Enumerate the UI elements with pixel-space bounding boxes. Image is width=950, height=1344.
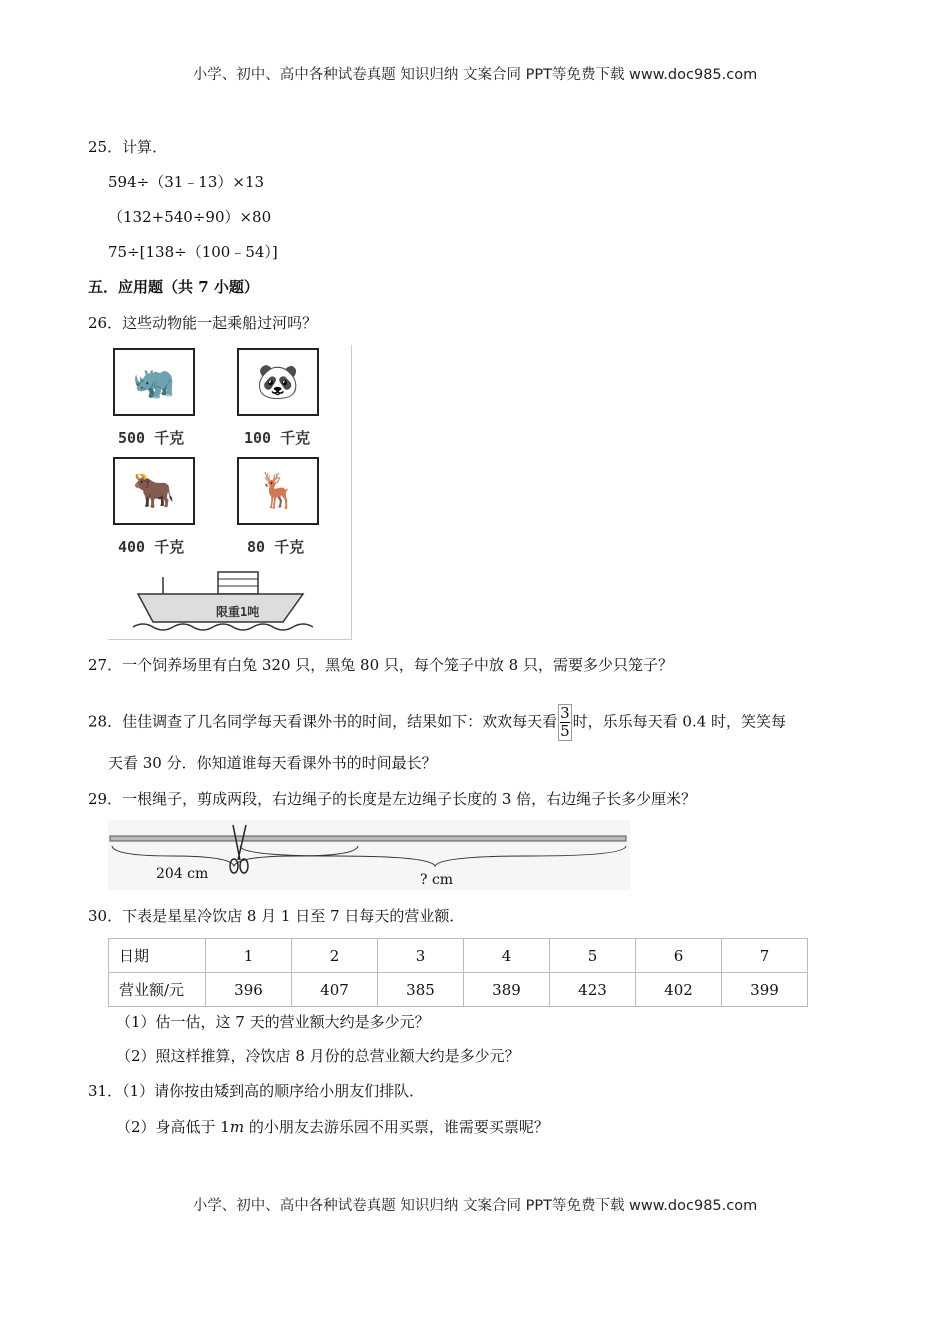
- q25-expr-3: 75÷[138÷（100﹣54）]: [108, 243, 278, 261]
- page-footer: 小学、初中、高中各种试卷真题 知识归纳 文案合同 PPT等免费下载 www.doc985.com: [192, 1198, 758, 1214]
- q30-title: 30．下表是星星冷饮店 8 月 1 日至 7 日每天的营业额．: [88, 907, 465, 925]
- fraction: [558, 704, 572, 741]
- q25-expr-2: （132+540÷90）×80: [108, 208, 272, 226]
- table-cell: 4: [464, 939, 550, 973]
- q29-title: 29．一根绳子，剪成两段，右边绳子的长度是左边绳子长度的 3 倍，右边绳子长多少厘米？: [88, 790, 697, 808]
- table-cell: 389: [464, 973, 550, 1007]
- table-cell: 407: [292, 973, 378, 1007]
- numerator: 3: [560, 704, 570, 722]
- q28-text: 时，乐乐每天看 0.4 时，笑笑每: [572, 712, 787, 731]
- animals-figure: [108, 345, 352, 640]
- rope-figure: [108, 820, 630, 890]
- deer-icon: 🦌: [237, 457, 319, 525]
- table-cell: 7: [722, 939, 808, 973]
- q28-line1: [88, 704, 786, 741]
- weight-label: 80 千克: [247, 538, 305, 556]
- weight-label: 400 千克: [118, 538, 185, 556]
- q25-title: 25．计算．: [88, 138, 168, 156]
- weight-label: 500 千克: [118, 429, 185, 447]
- table-cell: 399: [722, 973, 808, 1007]
- q26-title: 26．这些动物能一起乘船过河吗？: [88, 314, 318, 332]
- right-length-label: ? cm: [420, 872, 454, 888]
- q31-text: 的小朋友去游乐园不用买票，谁需要买票呢？: [244, 1118, 549, 1136]
- q31-sub2: [116, 1117, 549, 1137]
- q30-sub1: （1）估一估，这 7 天的营业额大约是多少元？: [116, 1013, 430, 1031]
- table-cell: 5: [550, 939, 636, 973]
- q28-line2: 天看 30 分．你知道谁每天看课外书的时间最长？: [108, 754, 437, 772]
- rhino-icon: 🦏: [113, 348, 195, 416]
- panda-icon: 🐼: [237, 348, 319, 416]
- ox-icon: 🐂: [113, 457, 195, 525]
- left-length-label: 204 cm: [156, 866, 209, 882]
- unit: m: [229, 1118, 245, 1136]
- table-cell: 1: [206, 939, 292, 973]
- q28-text: 28．佳佳调查了几名同学每天看课外书的时间，结果如下：欢欢每天看: [88, 712, 558, 731]
- q31-sub1: 31．（1）请你按由矮到高的顺序给小朋友们排队．: [88, 1082, 425, 1100]
- table-cell: 402: [636, 973, 722, 1007]
- page-header: 小学、初中、高中各种试卷真题 知识归纳 文案合同 PPT等免费下载 www.doc985.com: [192, 67, 758, 83]
- table-cell: 3: [378, 939, 464, 973]
- table-row: [109, 939, 808, 973]
- boat-icon: [133, 567, 313, 635]
- denominator: 5: [560, 722, 570, 740]
- q25-expr-1: 594÷（31﹣13）×13: [108, 173, 265, 191]
- q30-sub2: （2）照这样推算，冷饮店 8 月份的总营业额大约是多少元？: [116, 1047, 520, 1065]
- table-cell: 385: [378, 973, 464, 1007]
- q31-text: （2）身高低于 1: [116, 1118, 230, 1136]
- table-cell: 2: [292, 939, 378, 973]
- table-cell: 营业额/元: [109, 973, 206, 1007]
- boat-label: 限重1吨: [216, 605, 260, 619]
- table-cell: 日期: [109, 939, 206, 973]
- table-cell: 6: [636, 939, 722, 973]
- weight-label: 100 千克: [244, 429, 311, 447]
- table-row: [109, 973, 808, 1007]
- table-cell: 396: [206, 973, 292, 1007]
- q27: 27．一个饲养场里有白兔 320 只，黑兔 80 只，每个笼子中放 8 只，需要多少只笼子？: [88, 656, 673, 674]
- sales-table: [108, 938, 808, 1007]
- section-heading: 五．应用题（共 7 小题）: [88, 278, 259, 296]
- table-cell: 423: [550, 973, 636, 1007]
